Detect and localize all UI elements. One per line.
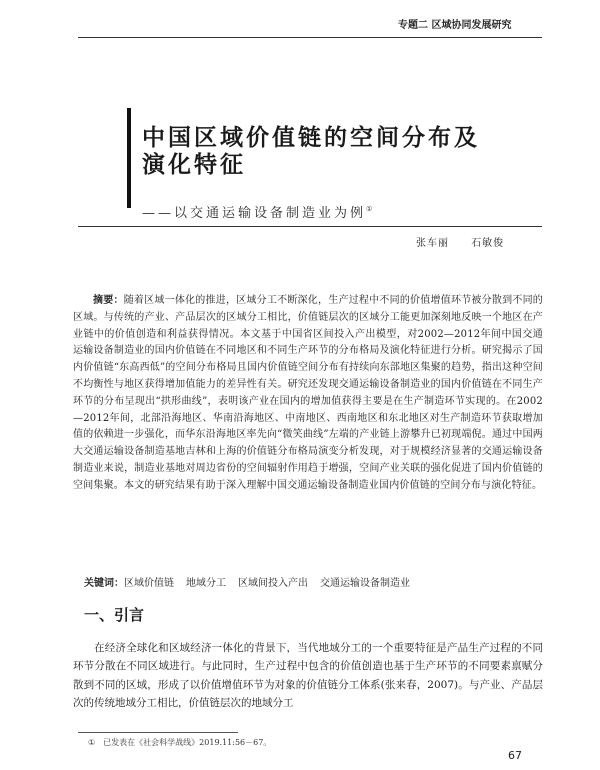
keyword-item: 地域分工 [186, 578, 226, 589]
keywords-label: 关键词： [84, 578, 124, 589]
abstract [73, 293, 543, 495]
title-accent-bar [127, 108, 131, 208]
subtitle-footnote-marker: ① [366, 205, 373, 213]
authors [416, 234, 522, 249]
body-paragraph: 在经济全球化和区域经济一体化的背景下，当代地域分工的一个重要特征是产品生产过程的不同环节分散在不同区域进行。与此同时，生产过程中包含的价值创造也基于生产环节的不同要素禀赋分散到不同的区域，形成了以价值增值环节为对象的价值链分工体系(张来春，2007)。与产业、产品层次的传统地域分工相比，价值链层次的地域分工 [73, 642, 543, 710]
abstract-label: 摘要： [93, 295, 124, 306]
keyword-item: 区域间投入产出 [238, 578, 308, 589]
keyword-item: 区域价值链 [124, 578, 174, 589]
subtitle-text: ——以交通运输设备制造业为例 [142, 206, 367, 221]
title-line-2: 演化特征 [142, 151, 246, 178]
title-rule [78, 226, 542, 227]
page-number: 67 [508, 749, 522, 762]
footnote-rule [78, 732, 238, 733]
footnote [88, 737, 271, 748]
author-1: 张车丽 [416, 238, 449, 249]
keyword-item: 交通运输设备制造业 [320, 578, 410, 589]
author-2: 石敏俊 [471, 238, 505, 249]
header-rule [78, 37, 542, 38]
title-line-1: 中国区域价值链的空间分布及 [142, 124, 480, 151]
running-head: 专题二 区域协同发展研究 [398, 20, 512, 31]
section-heading: 一、引言 [84, 606, 145, 624]
article-subtitle [142, 202, 372, 221]
footnote-marker: ① [88, 738, 96, 747]
keywords [84, 574, 422, 589]
article-title [142, 124, 542, 178]
abstract-text: 随着区域一体化的推进，区域分工不断深化，生产过程中不同的价值增值环节被分散到不同的区域。与传统的产业、产品层次的区域分工相比，价值链层次的区域分工能更加深刻地反映一个地区在产业链中的价值创造和利益获得情况。本文基于中国省区间投入产出模型，对2002—2012年间中国交通运输设备制造业的国内价值链在不同地区和不同生产环节的分布格局及演化特征进行分析。研究揭示了国内价值链“东高西低”的空间分布格局且国内价值链空间分布有持续向东部地区集聚的趋势，指出这种空间不均衡性与地区获得增加值能力的差异性有关。研究还发现交通运输设备制造业的国内价值链在不同生产环节的分布呈现出“拱形曲线”，表明该产业在国内的增加值获得主要是在生产制造环节实现的。在2002—2012年间，北部沿海地区、华南沿海地区、中南地区、西南地区和东北地区对生产制造环节获取增加值的依赖进一步强化，而华东沿海地区率先向“微笑曲线”左端的产业链上游攀升已初现端倪。通过中国两大交通运输设备制造基地吉林和上海的价值链分布格局演变分析发现，对于规模经济显著的交通运输设备制造业来说，制造业基地对周边省份的空间辐射作用趋于增强，空间产业关联的强化促进了国内价值链的空间集聚。本文的研究结果有助于深入理解中国交通运输设备制造业国内价值链的空间分布与演化特征。 [73, 295, 543, 491]
footnote-text: 已发表在《社会科学战线》2019.11:56－67。 [103, 738, 272, 747]
